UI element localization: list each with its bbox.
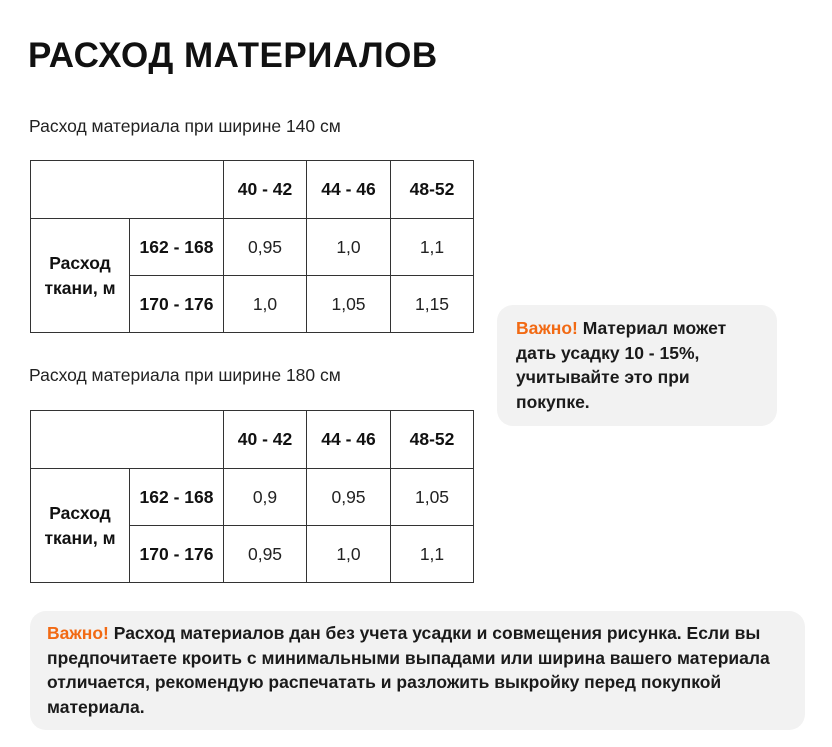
table-caption-180: Расход материала при ширине 180 см <box>29 365 341 385</box>
value-cell: 1,1 <box>391 526 474 583</box>
value-cell: 0,95 <box>224 526 307 583</box>
row-label-cell <box>31 219 130 333</box>
row-label-line: Расход <box>49 502 111 523</box>
shrinkage-note <box>497 305 777 426</box>
column-header: 44 - 46 <box>307 161 391 219</box>
height-range-cell: 162 - 168 <box>130 469 224 526</box>
row-label-line: ткани, м <box>44 527 116 548</box>
value-cell: 1,05 <box>307 276 391 333</box>
row-label-line: Расход <box>49 252 111 273</box>
important-label: Важно! <box>47 623 109 643</box>
corner-cell <box>31 411 224 469</box>
value-cell: 0,95 <box>307 469 391 526</box>
note-text: Материал может дать усадку 10 - 15%, учитывайте это при покупке. <box>516 318 727 412</box>
column-header: 40 - 42 <box>224 161 307 219</box>
note-text: Расход материалов дан без учета усадки и совмещения рисунка. Если вы предпочитаете кроить с минимальными выпадами или ширина вашего материала отличается, рекомендую распечатать и разложить выкройку перед покупкой материала. <box>47 623 770 717</box>
value-cell: 0,9 <box>224 469 307 526</box>
column-header: 40 - 42 <box>224 411 307 469</box>
page-title: РАСХОД МАТЕРИАЛОВ <box>28 36 438 75</box>
usage-table-140 <box>30 160 474 333</box>
corner-cell <box>31 161 224 219</box>
layout-note <box>30 611 805 730</box>
height-range-cell: 170 - 176 <box>130 276 224 333</box>
column-header: 44 - 46 <box>307 411 391 469</box>
value-cell: 1,05 <box>391 469 474 526</box>
table-caption-140: Расход материала при ширине 140 см <box>29 116 341 136</box>
value-cell: 0,95 <box>224 219 307 276</box>
value-cell: 1,1 <box>391 219 474 276</box>
value-cell: 1,15 <box>391 276 474 333</box>
height-range-cell: 162 - 168 <box>130 219 224 276</box>
column-header: 48-52 <box>391 161 474 219</box>
value-cell: 1,0 <box>307 219 391 276</box>
column-header: 48-52 <box>391 411 474 469</box>
row-label-cell <box>31 469 130 583</box>
important-label: Важно! <box>516 318 578 338</box>
height-range-cell: 170 - 176 <box>130 526 224 583</box>
value-cell: 1,0 <box>307 526 391 583</box>
usage-table-180 <box>30 410 474 583</box>
row-label-line: ткани, м <box>44 277 116 298</box>
value-cell: 1,0 <box>224 276 307 333</box>
